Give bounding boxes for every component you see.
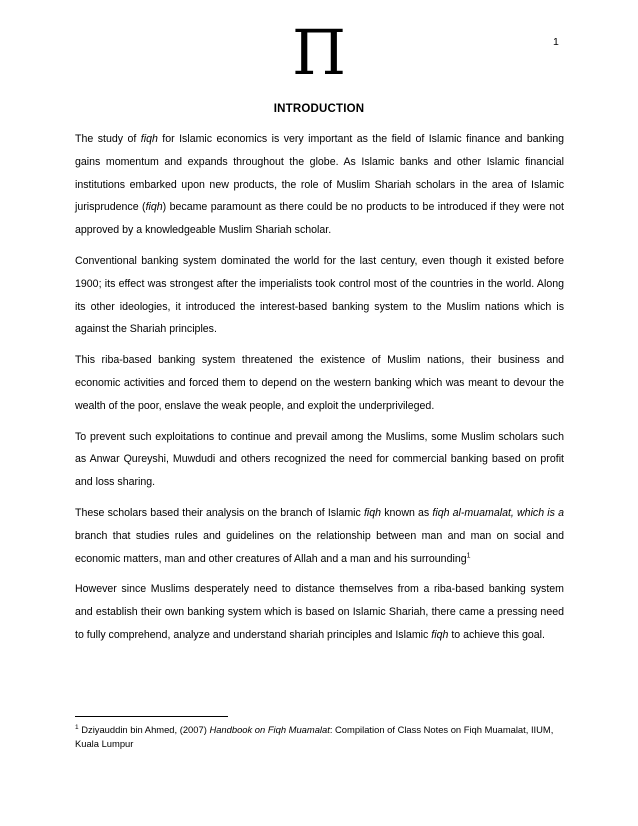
body-text bbox=[75, 128, 564, 655]
pi-symbol: Π bbox=[291, 16, 347, 89]
paragraph-2: Conventional banking system dominated the world for the last century, even though it existed before 1900; its effect was strongest after the imperialists took control most of the countries in the world. Along its other ideologies, it introduced the interest-based banking system to the Muslim nations which is against the Shariah principles. bbox=[75, 254, 564, 336]
footnote bbox=[75, 723, 564, 751]
footnote-reference[interactable]: 1 bbox=[466, 552, 471, 560]
paragraph-4: To prevent such exploitations to continue and prevail among the Muslims, some Muslim scholars such as Anwar Qureyshi, Muwdudi and others recognized the need for commercial banking based on profit and loss sharing. bbox=[75, 430, 564, 489]
paragraph-5 bbox=[75, 502, 564, 570]
p5-text-a: These scholars based their analysis on the branch of Islamic bbox=[75, 506, 364, 519]
p1-text-c: for Islamic economics is very important as the field of Islamic finance and banking gains momentum and expands throughout the globe. As Islamic banks and other Islamic financial institutions embarked upon new products, the role of Muslim Shariah scholars in the area of Islamic jurisprudence ( bbox=[75, 133, 564, 214]
p1-text-e: ) became paramount as there could be no products to be introduced if they were not approved by a knowledgeable Muslim Shariah scholar. bbox=[75, 201, 564, 237]
p5-term-fiqh-al-muamalat: fiqh al-muamalat, which is a bbox=[432, 506, 564, 519]
section-heading: INTRODUCTION bbox=[273, 103, 365, 115]
p1-text-a: The study of bbox=[75, 133, 141, 145]
paragraph-1 bbox=[75, 128, 564, 242]
p5-text-c: known as bbox=[381, 506, 433, 519]
p6-text-c: to achieve this goal. bbox=[448, 628, 545, 641]
footnote-marker: 1 bbox=[75, 723, 79, 731]
footnote-separator bbox=[75, 716, 228, 717]
p1-term-fiqh: fiqh bbox=[140, 133, 158, 145]
p5-text-e: branch that studies rules and guidelines on the relationship between man and man on social and economic matters, man and other creatures of Allah and a man and his surrounding bbox=[75, 529, 564, 565]
p5-term-fiqh: fiqh bbox=[363, 506, 382, 519]
page-number: 1 bbox=[553, 36, 559, 48]
p1-term-fiqh-2: fiqh bbox=[145, 201, 163, 214]
paragraph-6 bbox=[75, 578, 564, 646]
footnote-text-c: : Compilation of Class Notes on Fiqh Muamalat, IIUM, Kuala Lumpur bbox=[75, 724, 554, 749]
paragraph-3: This riba-based banking system threatened the existence of Muslim nations, their business and economic activities and forced them to depend on the western banking which was meant to devour the wealth of the poor, enslave the weak people, and exploit the underprivileged. bbox=[75, 354, 564, 412]
p6-term-fiqh: fiqh bbox=[431, 628, 449, 641]
footnote-book-title: Handbook on Fiqh Muamalat bbox=[209, 724, 330, 735]
footnote-text-a: Dziyauddin bin Ahmed, (2007) bbox=[78, 724, 210, 735]
p6-text-a: However since Muslims desperately need to distance themselves from a riba-based banking system and establish their own banking system which is based on Islamic Shariah, there came a pressing need to fully comprehend, analyze and understand shariah principles and Islamic bbox=[75, 583, 564, 641]
